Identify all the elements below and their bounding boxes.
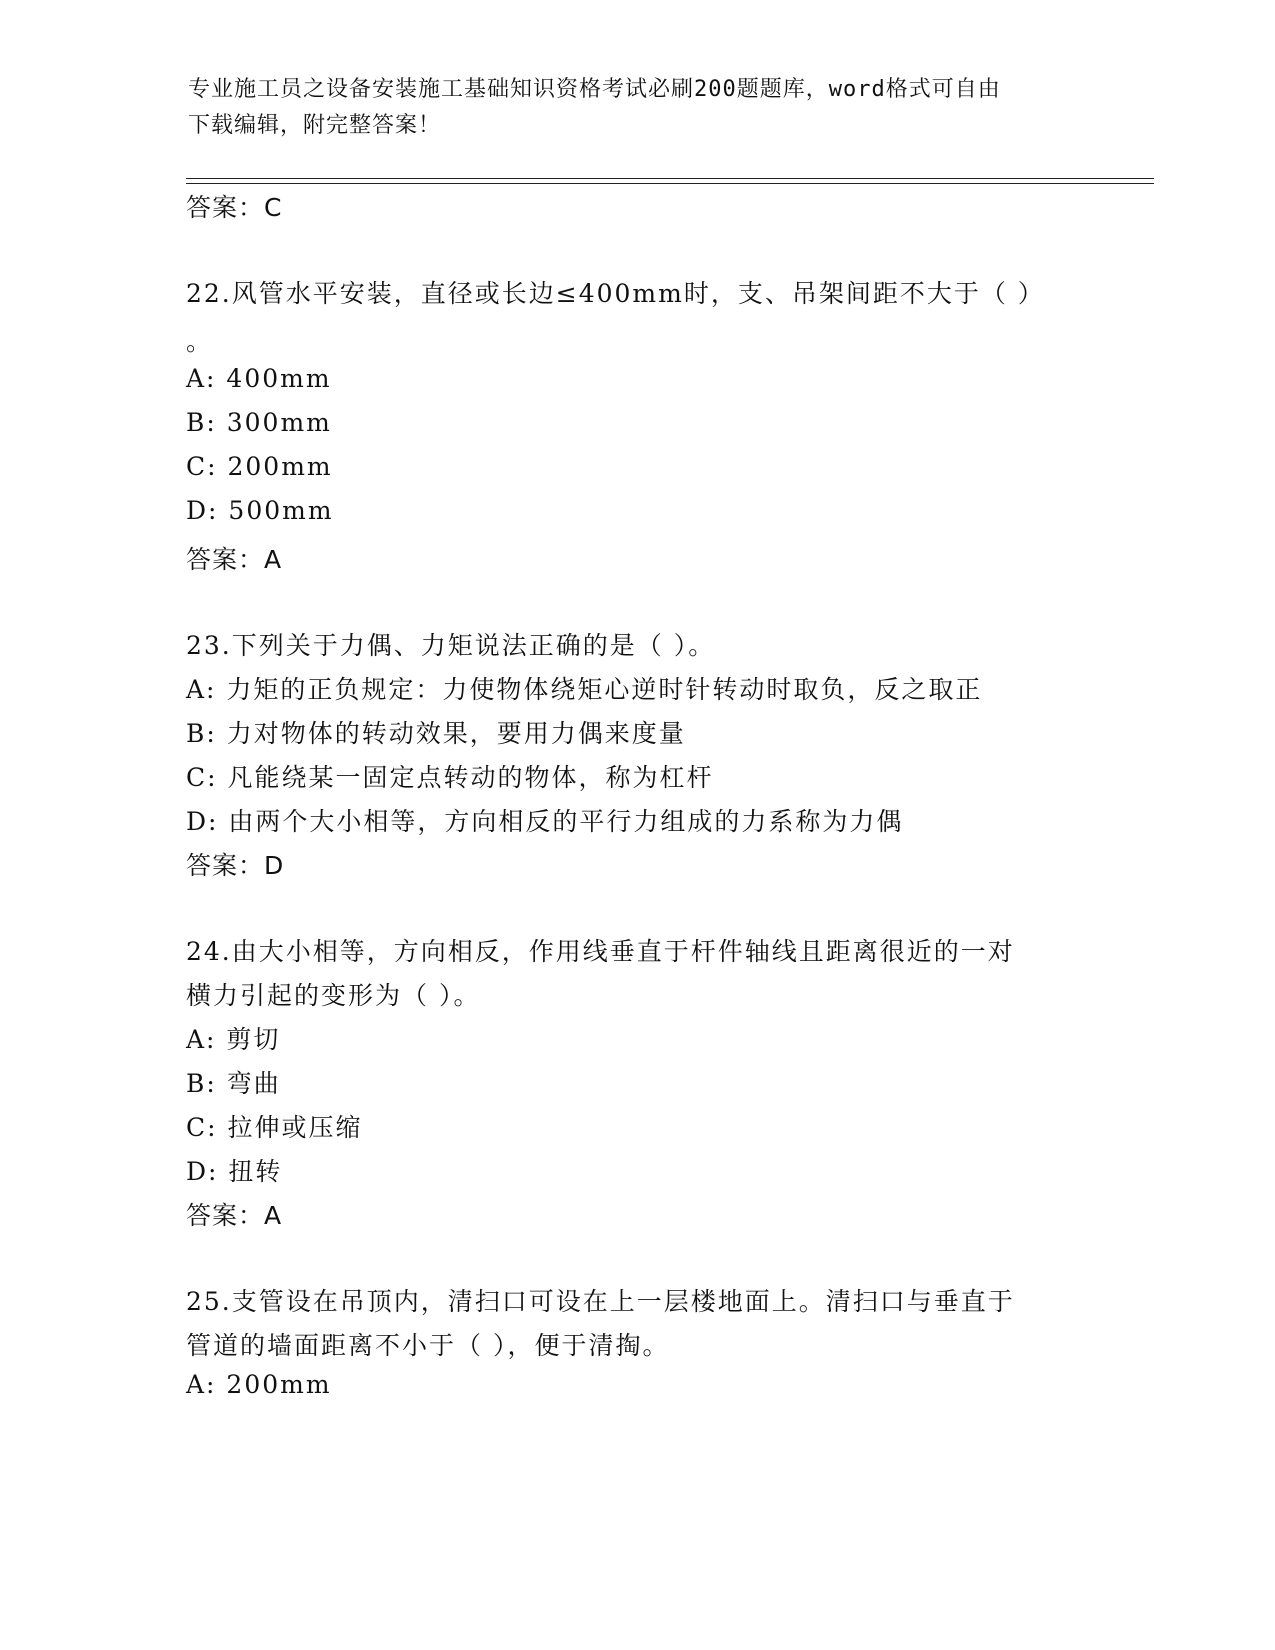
question-24-option-a: A: 剪切 bbox=[186, 1025, 281, 1054]
question-25-stem-line-1: 25.支管设在吊顶内，清扫口可设在上一层楼地面上。清扫口与垂直于 bbox=[186, 1287, 1015, 1316]
header-divider-top bbox=[186, 178, 1154, 179]
question-25-stem-line-2: 管道的墙面距离不小于（ ），便于清掏。 bbox=[186, 1331, 670, 1360]
question-24-option-d: D: 扭转 bbox=[186, 1157, 283, 1186]
question-24-stem-line-1: 24.由大小相等，方向相反，作用线垂直于杆件轴线且距离很近的一对 bbox=[186, 937, 1015, 966]
question-23-option-d: D: 由两个大小相等，方向相反的平行力组成的力系称为力偶 bbox=[186, 807, 904, 836]
header-line-2: 下载编辑，附完整答案！ bbox=[188, 113, 442, 138]
question-24-option-c: C: 拉伸或压缩 bbox=[186, 1113, 363, 1142]
question-23-option-a: A: 力矩的正负规定：力使物体绕矩心逆时针转动时取负，反之取正 bbox=[186, 675, 983, 704]
header-divider-bottom bbox=[186, 183, 1154, 184]
document-header bbox=[188, 72, 1088, 144]
question-23-option-c: C: 凡能绕某一固定点转动的物体，称为杠杆 bbox=[186, 763, 714, 792]
question-22-option-a: A: 400mm bbox=[186, 364, 332, 393]
question-24-option-b: B: 弯曲 bbox=[186, 1069, 281, 1098]
question-24-answer: 答案：A bbox=[186, 1201, 283, 1230]
answer-21: 答案：C bbox=[186, 193, 283, 222]
question-22-stem-line-1: 22.风管水平安装，直径或长边≤400mm时，支、吊架间距不大于（ ） bbox=[186, 279, 1045, 308]
question-22-stem-line-2: 。 bbox=[186, 327, 214, 356]
question-22-answer: 答案：A bbox=[186, 545, 283, 574]
question-23-stem-line-1: 23.下列关于力偶、力矩说法正确的是（ ）。 bbox=[186, 631, 716, 660]
question-22-option-b: B: 300mm bbox=[186, 408, 332, 437]
question-24-stem-line-2: 横力引起的变形为（ ）。 bbox=[186, 981, 481, 1010]
question-22-option-d: D: 500mm bbox=[186, 496, 334, 525]
header-line-1: 专业施工员之设备安装施工基础知识资格考试必刷200题题库，word格式可自由 bbox=[188, 77, 1001, 102]
question-22-option-c: C: 200mm bbox=[186, 452, 333, 481]
question-23-option-b: B: 力对物体的转动效果，要用力偶来度量 bbox=[186, 719, 686, 748]
question-25-option-a: A: 200mm bbox=[186, 1370, 332, 1399]
question-23-answer: 答案：D bbox=[186, 851, 285, 880]
